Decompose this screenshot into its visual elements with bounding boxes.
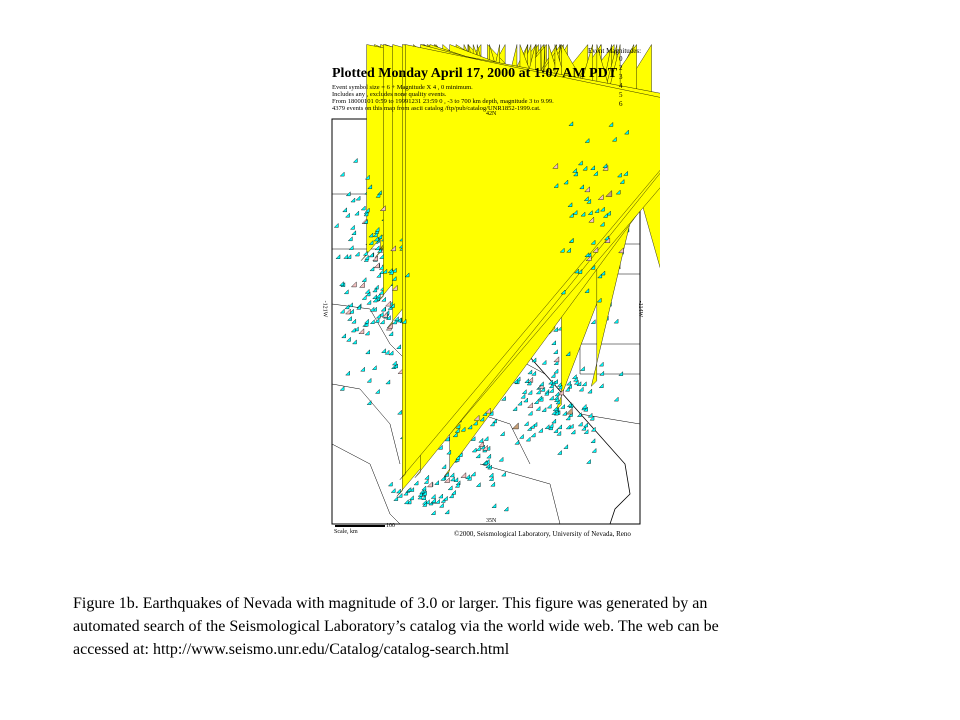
figure-caption (73, 592, 893, 661)
credit-line: ©2000, Seismological Laboratory, University of Nevada, Reno (454, 530, 631, 538)
header-line-2: Includes any , excludes none quality events. (332, 91, 447, 98)
scale-label: Scale, km (334, 529, 358, 535)
header-line-4: 4379 events on this map from ascii catalog /ftp/pub/catalog/UNR1852-1999.cat. (332, 105, 541, 112)
axis-label-top: 42N (486, 111, 497, 117)
legend-title: Event Magnitudes: (588, 47, 642, 55)
legend-mag-4: 4 (619, 82, 623, 90)
caption-line-1: Figure 1b. Earthquakes of Nevada with magnitude of 3.0 or larger. This figure was generated by an (73, 595, 708, 612)
legend-mag-6: 6 (619, 100, 623, 108)
scale-value: 100 (386, 523, 395, 529)
map-title: Plotted Monday April 17, 2000 at 1:07 AM PDT (332, 66, 618, 81)
legend-mag-5: 5 (619, 91, 623, 99)
axis-label-left: -121W (321, 300, 328, 318)
caption-line-2: automated search of the Seismological Laboratory’s catalog via the world wide web. The web can be (73, 618, 719, 635)
axis-label-bottom: 35N (486, 518, 497, 524)
header-line-1: Event symbol size = 6 + Magnitude X 4 , 0 minimum. (332, 84, 473, 91)
header-line-3: From 18000101 0:59 to 19991231 23:59 0 , -3 to 700 km depth, magnitude 3 to 9.99. (332, 98, 554, 105)
axis-label-right: -114W (637, 300, 644, 318)
legend-mag-3: 3 (619, 73, 623, 81)
nevada-map (330, 44, 660, 544)
seismicity-map-figure (321, 44, 660, 544)
legend-mag-2: 2 (619, 64, 623, 72)
caption-line-3: accessed at: http://www.seismo.unr.edu/Catalog/catalog-search.html (73, 641, 510, 658)
legend-mag-0: 0 (619, 55, 623, 63)
